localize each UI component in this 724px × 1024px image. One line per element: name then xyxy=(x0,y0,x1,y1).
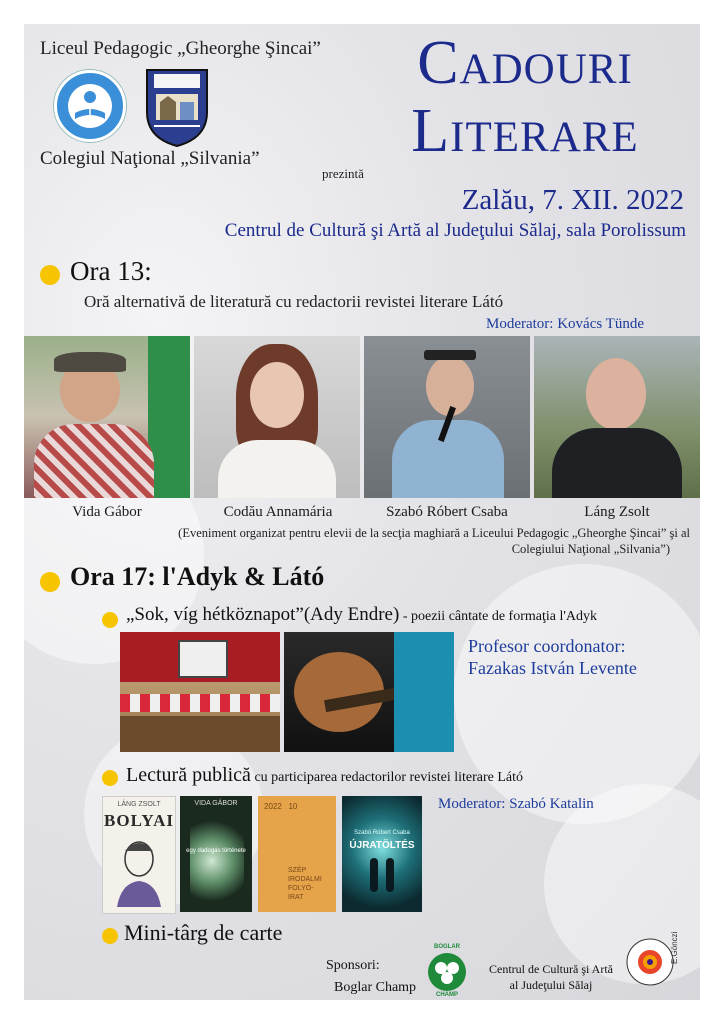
bullet-icon xyxy=(102,612,118,628)
sponsor-logo-bottom: CHAMP xyxy=(436,992,458,998)
item-1-title: „Sok, víg hétköznapot” xyxy=(126,604,304,625)
book-cover-bolyai xyxy=(102,796,176,914)
item-2-rest: cu participarea redactorilor revistei literare Látó xyxy=(250,770,524,785)
portrait-sketch-icon xyxy=(111,837,167,907)
session-2-heading: Ora 17: l'Adyk & Látó xyxy=(70,562,325,591)
sponsor-emblem-icon xyxy=(427,952,467,992)
photo-vida-gabor xyxy=(24,336,190,498)
book-1-title: BOLYAI xyxy=(104,811,174,830)
caption-person-3: Szabó Róbert Csaba xyxy=(386,504,508,520)
sponsor-name: Boglar Champ xyxy=(334,980,417,995)
book-2-author: VIDA GÁBOR xyxy=(194,800,238,807)
session-2-moderator: Moderator: Szabó Katalin xyxy=(438,796,594,812)
school-logo-2 xyxy=(142,66,212,148)
book-4-author: Szabó Róbert Csaba xyxy=(354,830,410,836)
session-1-note-line-1: (Eveniment organizat pentru elevii de la secţia maghiară a Liceului Pedagogic „Gheorghe Şincai” şi al xyxy=(178,526,690,540)
session-1-heading: Ora 13: xyxy=(70,256,152,286)
crest-icon xyxy=(142,66,212,148)
photo-szabo-robert-csaba xyxy=(364,336,530,498)
book-cover-lato-magazine xyxy=(258,796,336,912)
session-1-note-line-2: Colegiului Naţional „Silvania”) xyxy=(511,542,670,556)
item-3-title: Mini-târg de carte xyxy=(124,920,283,945)
book-cover-vida-gabor xyxy=(180,796,252,912)
coordinator-label: Profesor coordonator: xyxy=(468,636,626,656)
bullet-icon xyxy=(40,572,60,592)
caption-person-4: Láng Zsolt xyxy=(584,504,650,520)
book-3-line: FOLYÓ- xyxy=(288,885,314,892)
item-2-line xyxy=(126,764,523,787)
photo-lang-zsolt xyxy=(534,336,700,498)
event-venue: Centrul de Cultură şi Artă al Judeţului Sălaj, sala Porolissum xyxy=(224,220,686,241)
book-2-subtitle: egy dadogás története xyxy=(186,848,246,854)
event-date: Zalău, 7. XII. 2022 xyxy=(461,184,684,216)
book-3-lines xyxy=(288,866,322,902)
bullet-icon xyxy=(102,770,118,786)
poster xyxy=(24,24,700,1000)
culture-center-emblem-icon xyxy=(626,938,674,986)
caption-person-2: Codău Annamária xyxy=(223,504,333,520)
book-cover-ujratoltes xyxy=(342,796,422,912)
sponsor-logo-top: BOGLAR xyxy=(434,944,460,950)
book-3-top: 2022 10 xyxy=(264,802,298,811)
book-3-line: IRODALMI xyxy=(288,876,322,883)
school-name-1: Liceul Pedagogic „Gheorghe Şincai” xyxy=(40,38,321,59)
designer-credit: E.Gönczi xyxy=(670,931,679,964)
bullet-icon xyxy=(40,265,60,285)
item-1-rest: - poezii cântate de formaţia l'Adyk xyxy=(399,609,597,624)
book-3-line: SZÉP xyxy=(288,867,307,874)
partner-logo xyxy=(626,938,674,986)
sponsor-logo xyxy=(418,944,476,1000)
item-1-author: (Ady Endre) xyxy=(303,604,400,625)
sponsors-label: Sponsori: xyxy=(326,958,380,973)
school-logo-1 xyxy=(54,70,126,142)
photo-codau-annamaria xyxy=(194,336,360,498)
caption-person-1: Vida Gábor xyxy=(72,504,142,520)
presents-text: prezintă xyxy=(322,166,364,181)
partner-line-1: Centrul de Cultură şi Artă xyxy=(489,962,613,976)
school-name-2: Colegiul Naţional „Silvania” xyxy=(40,148,260,169)
item-2-title: Lectură publică xyxy=(126,764,251,786)
book-reader-icon xyxy=(57,73,123,139)
item-1-line xyxy=(126,604,597,626)
session-1-moderator: Moderator: Kovács Tünde xyxy=(485,316,644,332)
bullet-icon xyxy=(102,928,118,944)
partner-line-2: al Judeţului Sălaj xyxy=(509,978,593,992)
photo-concert-hall xyxy=(120,632,280,752)
book-4-title: ÚJRATÖLTÉS xyxy=(349,840,415,851)
book-1-author: LÁNG ZSOLT xyxy=(117,801,161,808)
title-line-1: Cadouri xyxy=(417,29,633,97)
coordinator-name: Fazakas István Levente xyxy=(468,658,637,678)
book-3-line: IRAT xyxy=(288,894,304,901)
photo-guitar xyxy=(284,632,454,752)
session-1-description: Oră alternativă de literatură cu redactorii revistei literare Látó xyxy=(84,292,504,311)
title-line-2: Literare xyxy=(411,97,639,165)
